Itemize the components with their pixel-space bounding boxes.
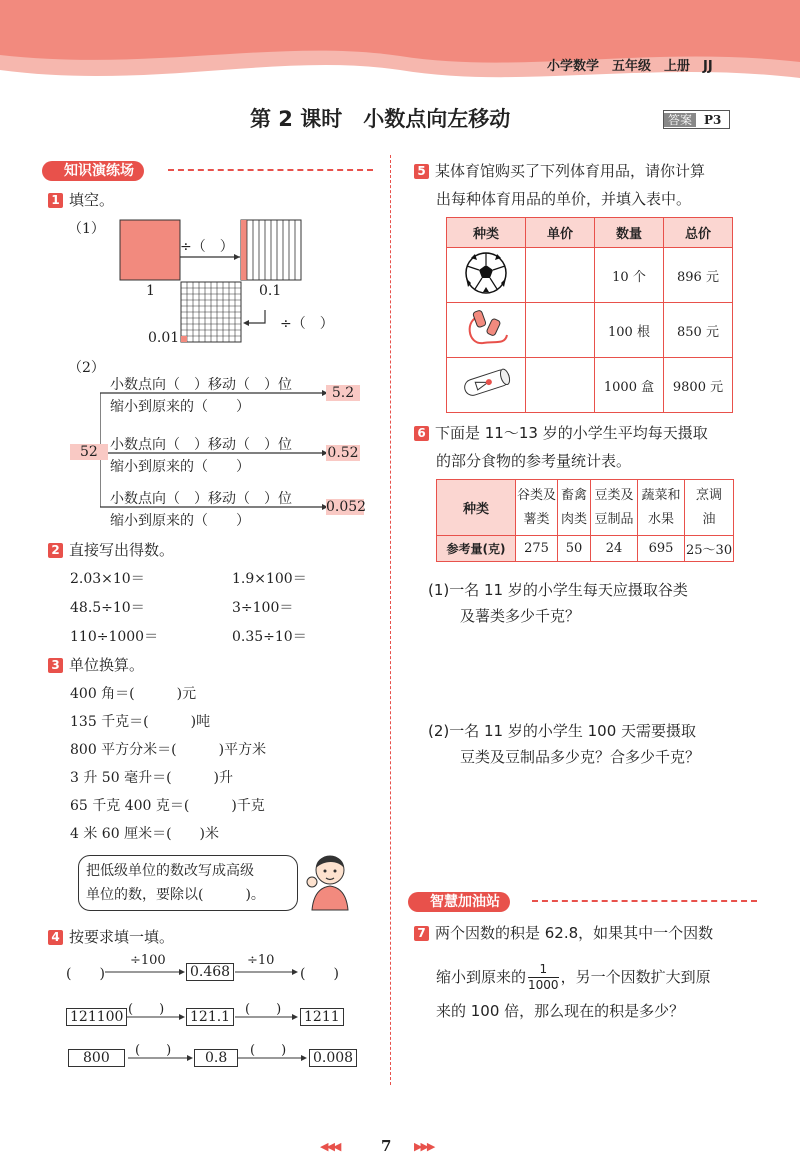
q6-value: 50: [558, 536, 591, 562]
header-band: [0, 0, 800, 90]
q1-title: 1 填空。: [48, 189, 114, 210]
column-divider: [390, 155, 391, 1085]
q4-r2-op1: ( ): [128, 1002, 165, 1017]
q3-item: 65 千克 400 克＝( )千克: [70, 798, 265, 814]
q5-qty-cell: 10 个: [595, 248, 664, 303]
source-number: 52: [70, 444, 108, 460]
q2-item: 2.03×10＝: [70, 571, 145, 587]
q7-line1: 7 两个因数的积是 62.8，如果其中一个因数: [414, 922, 713, 943]
q4-r2-op2: ( ): [245, 1002, 282, 1017]
shuttlecock-tube-icon: [458, 363, 514, 403]
q2-item: 110÷1000＝: [70, 629, 159, 645]
q1-row1-line1: 小数点向（ ）移动（ ）位: [110, 377, 292, 393]
q5-qty-cell: 100 根: [595, 303, 664, 358]
q4-r3-end: 0.008: [309, 1049, 357, 1067]
soccer-ball-icon: [463, 250, 509, 296]
page-number: 7: [381, 1137, 392, 1155]
q4-title: 4 按要求填一填。: [48, 926, 174, 947]
q4-r1-op2: ÷10: [247, 953, 275, 968]
q6-title-line1: 6 下面是 11～13 岁的小学生平均每天摄取: [414, 422, 708, 443]
q1-result-2: 0.52: [327, 445, 359, 461]
q4-r1-mid: 0.468: [186, 963, 234, 981]
prev-arrows-icon: ◀◀◀: [320, 1140, 340, 1153]
q6-col-head: 豆类及 豆制品: [591, 480, 638, 536]
tip-line2: 单位的数，要除以( )。: [86, 887, 265, 903]
q7-fraction: $\frac{1}{1000}$: [528, 962, 559, 992]
divide-blank-bottom: ÷（ ）: [280, 316, 334, 332]
q5-total-cell: 9800 元: [664, 358, 733, 413]
student-icon: [298, 848, 358, 913]
next-arrows-icon: ▶▶▶: [414, 1140, 434, 1153]
q6-sub2-line1: (2)一名 11 岁的小学生 100 天需要摄取: [428, 722, 697, 740]
q3-title: 3 单位换算。: [48, 654, 144, 675]
q4-r2-end: 1211: [300, 1008, 344, 1026]
table-row: [447, 358, 733, 413]
q1-row3-line1: 小数点向（ ）移动（ ）位: [110, 491, 292, 507]
q2-item: 48.5÷10＝: [70, 600, 145, 616]
q6-sub1-line1: (1)一名 11 岁的小学生每天应摄取谷类: [428, 581, 688, 599]
q6-col-head: 畜禽 肉类: [558, 480, 591, 536]
q4-r1-op1: ÷100: [130, 953, 166, 968]
q4-r1-start: ( ): [66, 966, 105, 982]
q4-r2-start: 121100: [66, 1008, 127, 1026]
q6-col-head: 蔬菜和 水果: [638, 480, 685, 536]
q2-item: 1.9×100＝: [232, 571, 307, 587]
q6-sub1-line2: 及薯类多少千克？: [460, 607, 581, 625]
q5-price-cell[interactable]: [526, 248, 595, 303]
q5-price-cell[interactable]: [526, 358, 595, 413]
q1-part2-label: （2）: [68, 360, 105, 376]
section-wisdom: 智慧加油站: [408, 891, 510, 911]
section-knowledge: 知识演练场: [42, 160, 144, 180]
q3-item: 135 千克＝( )吨: [70, 714, 211, 730]
label-0-01: 0.01: [148, 330, 180, 346]
q4-r3-op1: ( ): [135, 1043, 172, 1058]
q7-line3: 来的 100 倍，那么现在的积是多少？: [436, 1002, 685, 1020]
tip-line1: 把低级单位的数改写成高级: [86, 863, 254, 879]
q5-item-cell: [447, 358, 526, 413]
q6-col-head: 烹调 油: [685, 480, 734, 536]
section-divider: [532, 900, 757, 902]
q4-r1-end: ( ): [300, 966, 339, 982]
table-row: [447, 248, 733, 303]
q2-item: 0.35÷10＝: [232, 629, 307, 645]
q3-item: 3 升 50 毫升＝( )升: [70, 770, 233, 786]
q6-table: [436, 479, 734, 562]
q3-item: 4 米 60 厘米＝( )米: [70, 826, 219, 842]
q5-price-cell[interactable]: [526, 303, 595, 358]
q6-value: 25～30: [685, 536, 734, 562]
q5-total-cell: 850 元: [664, 303, 733, 358]
section-divider: [168, 169, 373, 171]
q4-r3-op2: ( ): [250, 1043, 287, 1058]
book-info: 小学数学 五年级 上册 JJ: [547, 59, 713, 74]
table-row: [437, 536, 734, 562]
table-row: [447, 303, 733, 358]
q5-header: 单价: [526, 218, 595, 248]
q5-item-cell: [447, 248, 526, 303]
label-1: 1: [146, 283, 155, 299]
jump-rope-icon: [461, 305, 511, 351]
q6-title-line2: 的部分食物的参考量统计表。: [436, 452, 632, 470]
q7-line2: 缩小到原来的 $\frac{1}{1000}$ ，另一个因数扩大到原: [436, 962, 711, 992]
q6-head-label: 种类: [437, 480, 516, 536]
q5-header: 种类: [447, 218, 526, 248]
q5-header: 数量: [595, 218, 664, 248]
q5-header: 总价: [664, 218, 733, 248]
q3-item: 800 平方分米＝( )平方米: [70, 742, 267, 758]
q4-r3-start: 800: [68, 1049, 125, 1067]
q6-sub2-line2: 豆类及豆制品多少克？合多少千克？: [460, 748, 701, 766]
q4-r2-mid: 121.1: [186, 1008, 234, 1026]
q1-row3-line2: 缩小到原来的（ ）: [110, 513, 250, 529]
q1-row2-line1: 小数点向（ ）移动（ ）位: [110, 437, 292, 453]
q1-row2-line2: 缩小到原来的（ ）: [110, 459, 250, 475]
q1-row1-line2: 缩小到原来的（ ）: [110, 399, 250, 415]
label-0-1: 0.1: [259, 283, 282, 299]
q1-part1-label: （1）: [68, 221, 105, 237]
q1-result-1: 5.2: [326, 385, 360, 401]
q6-value: 695: [638, 536, 685, 562]
q5-total-cell: 896 元: [664, 248, 733, 303]
q5-title-line1: 5 某体育馆购买了下列体育用品，请你计算: [414, 160, 705, 181]
page-title: 第 2 课时 小数点向左移动: [250, 107, 511, 131]
q5-qty-cell: 1000 盒: [595, 358, 664, 413]
q4-r3-mid: 0.8: [194, 1049, 238, 1067]
q6-value: 24: [591, 536, 638, 562]
q6-value-label: 参考量(克): [437, 536, 516, 562]
q5-item-cell: [447, 303, 526, 358]
q3-item: 400 角＝( )元: [70, 686, 197, 702]
q2-title: 2 直接写出得数。: [48, 539, 174, 560]
answer-badge: 答案 P3: [663, 110, 730, 129]
divide-blank-top: ÷（ ）: [180, 239, 234, 255]
q1-result-3: 0.052: [326, 499, 367, 515]
q5-table: [446, 217, 733, 413]
q5-title-line2: 出每种体育用品的单价，并填入表中。: [436, 190, 692, 208]
q2-item: 3÷100＝: [232, 600, 294, 616]
q6-value: 275: [516, 536, 558, 562]
q6-col-head: 谷类及 薯类: [516, 480, 558, 536]
